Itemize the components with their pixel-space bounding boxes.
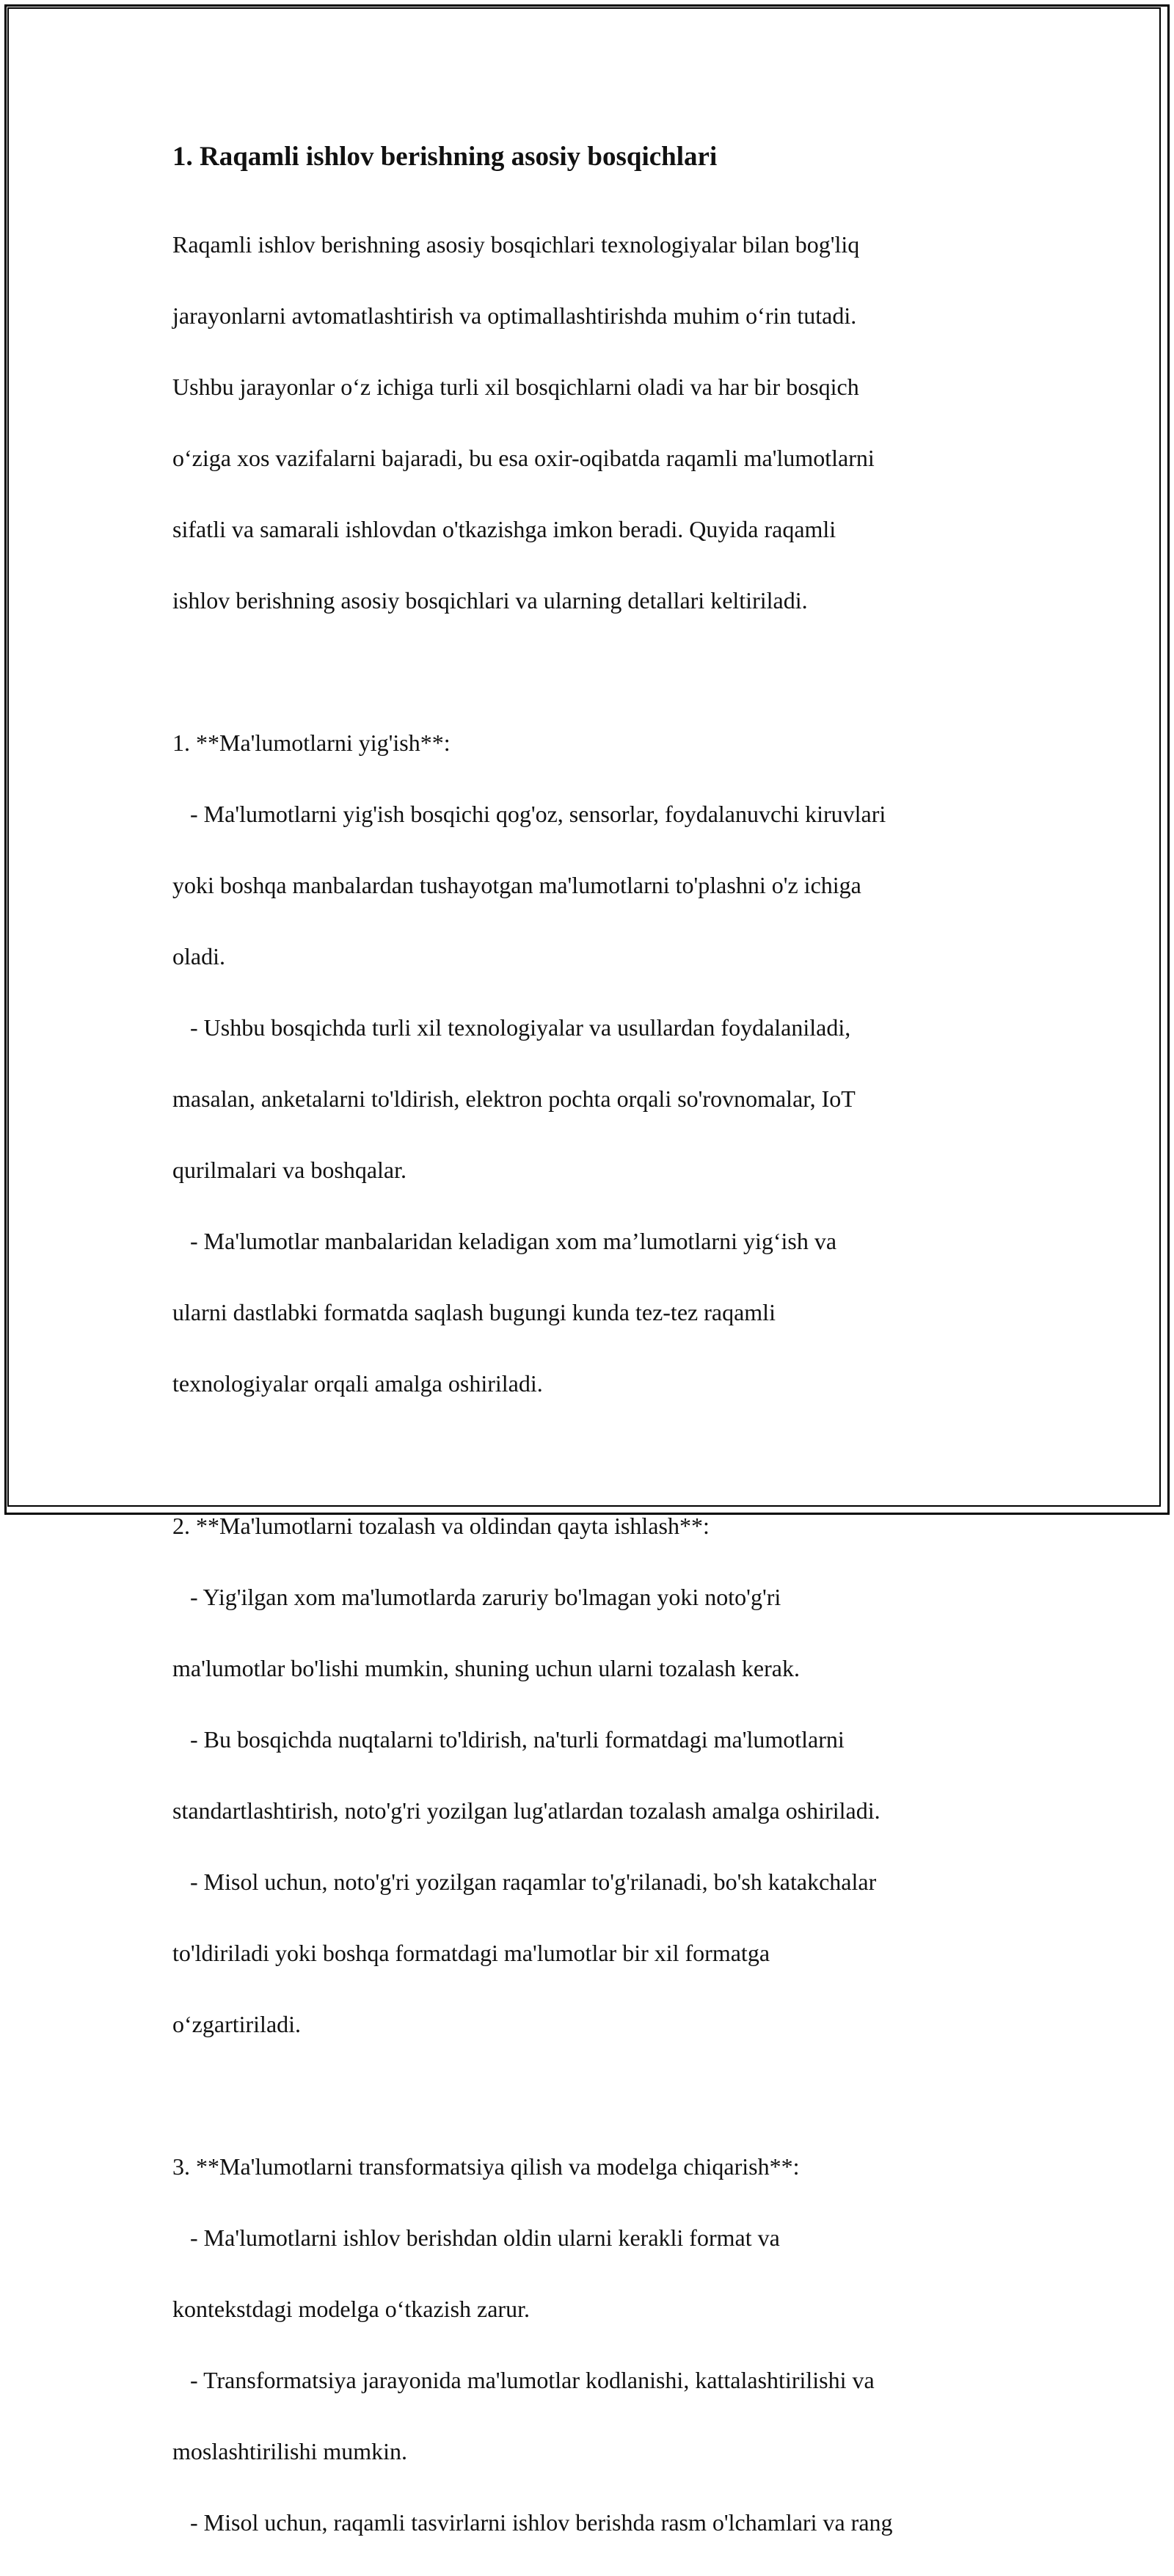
section-line: - Ma'lumotlar manbalaridan keladigan xom ma’lumotlarni yig‘ish va — [172, 1227, 837, 1254]
section-line: - Misol uchun, raqamli tasvirlarni ishlov berishda rasm o'lchamlari va rang — [172, 2508, 893, 2536]
section-line: - Ushbu bosqichda turli xil texnologiyalar va usullardan foydalaniladi, — [172, 1014, 851, 1041]
section-heading: 2. **Ma'lumotlarni tozalash va oldindan qayta ishlash**: — [172, 1512, 710, 1539]
section-line: texnologiyalar orqali amalga oshiriladi. — [172, 1369, 543, 1397]
section-line: masalan, anketalarni to'ldirish, elektron pochta orqali so'rovnomalar, IoT — [172, 1085, 856, 1112]
section-line: moslashtirilishi mumkin. — [172, 2437, 408, 2464]
section-line: - Transformatsiya jarayonida ma'lumotlar kodlanishi, kattalashtirilishi va — [172, 2366, 875, 2393]
section-line: - Bu bosqichda nuqtalarni to'ldirish, na'turli formatdagi ma'lumotlarni — [172, 1725, 845, 1753]
section-line: - Ma'lumotlarni ishlov berishdan oldin ularni kerakli format va — [172, 2224, 780, 2251]
section-line: yoki boshqa manbalardan tushayotgan ma'lumotlarni to'plashni o'z ichiga — [172, 871, 861, 898]
section-line: ularni dastlabki formatda saqlash bugungi kunda tez-tez raqamli — [172, 1298, 776, 1325]
section-line: kontekstdagi modelga o‘tkazish zarur. — [172, 2295, 530, 2322]
section-line: standartlashtirish, noto'g'ri yozilgan lug'atlardan tozalash amalga oshiriladi. — [172, 1797, 880, 1824]
section-line: to'ldiriladi yoki boshqa formatdagi ma'lumotlar bir xil formatga — [172, 1939, 770, 1966]
intro-line: Raqamli ishlov berishning asosiy bosqichlari texnologiyalar bilan bog'liq — [172, 230, 860, 258]
section-line: - Ma'lumotlarni yig'ish bosqichi qog'oz, sensorlar, foydalanuvchi kiruvlari — [172, 800, 886, 827]
intro-line: sifatli va samarali ishlovdan o'tkazishga imkon beradi. Quyida raqamli — [172, 515, 836, 542]
intro-line: jarayonlarni avtomatlashtirish va optimallashtirishda muhim o‘rin tutadi. — [172, 302, 857, 329]
section-data-cleaning — [172, 1472, 1009, 2078]
section-line: o‘zgartiriladi. — [172, 2010, 302, 2037]
document-body — [172, 137, 1009, 2576]
section-heading: 1. **Ma'lumotlarni yig'ish**: — [172, 729, 451, 756]
section-data-collection — [172, 689, 1009, 1437]
section-data-transformation — [172, 2113, 1009, 2576]
page-title: 1. Raqamli ishlov berishning asosiy bosqichlari — [172, 142, 718, 172]
section-line: oladi. — [172, 942, 225, 969]
intro-paragraph — [172, 191, 1009, 654]
section-line: - Yig'ilgan xom ma'lumotlarda zaruriy bo'lmagan yoki noto'g'ri — [172, 1583, 781, 1610]
intro-line: Ushbu jarayonlar o‘z ichiga turli xil bosqichlarni oladi va har bir bosqich — [172, 373, 859, 400]
section-heading: 3. **Ma'lumotlarni transformatsiya qilish va modelga chiqarish**: — [172, 2153, 800, 2180]
section-line: - Misol uchun, noto'g'ri yozilgan raqamlar to'g'rilanadi, bo'sh katakchalar — [172, 1868, 877, 1895]
intro-line: ishlov berishning asosiy bosqichlari va ularning detallari keltiriladi. — [172, 586, 808, 614]
section-line: qurilmalari va boshqalar. — [172, 1156, 407, 1183]
intro-line: o‘ziga xos vazifalarni bajaradi, bu esa oxir-oqibatda raqamli ma'lumotlarni — [172, 444, 875, 471]
section-line: ma'lumotlar bo'lishi mumkin, shuning uchun ularni tozalash kerak. — [172, 1654, 800, 1681]
